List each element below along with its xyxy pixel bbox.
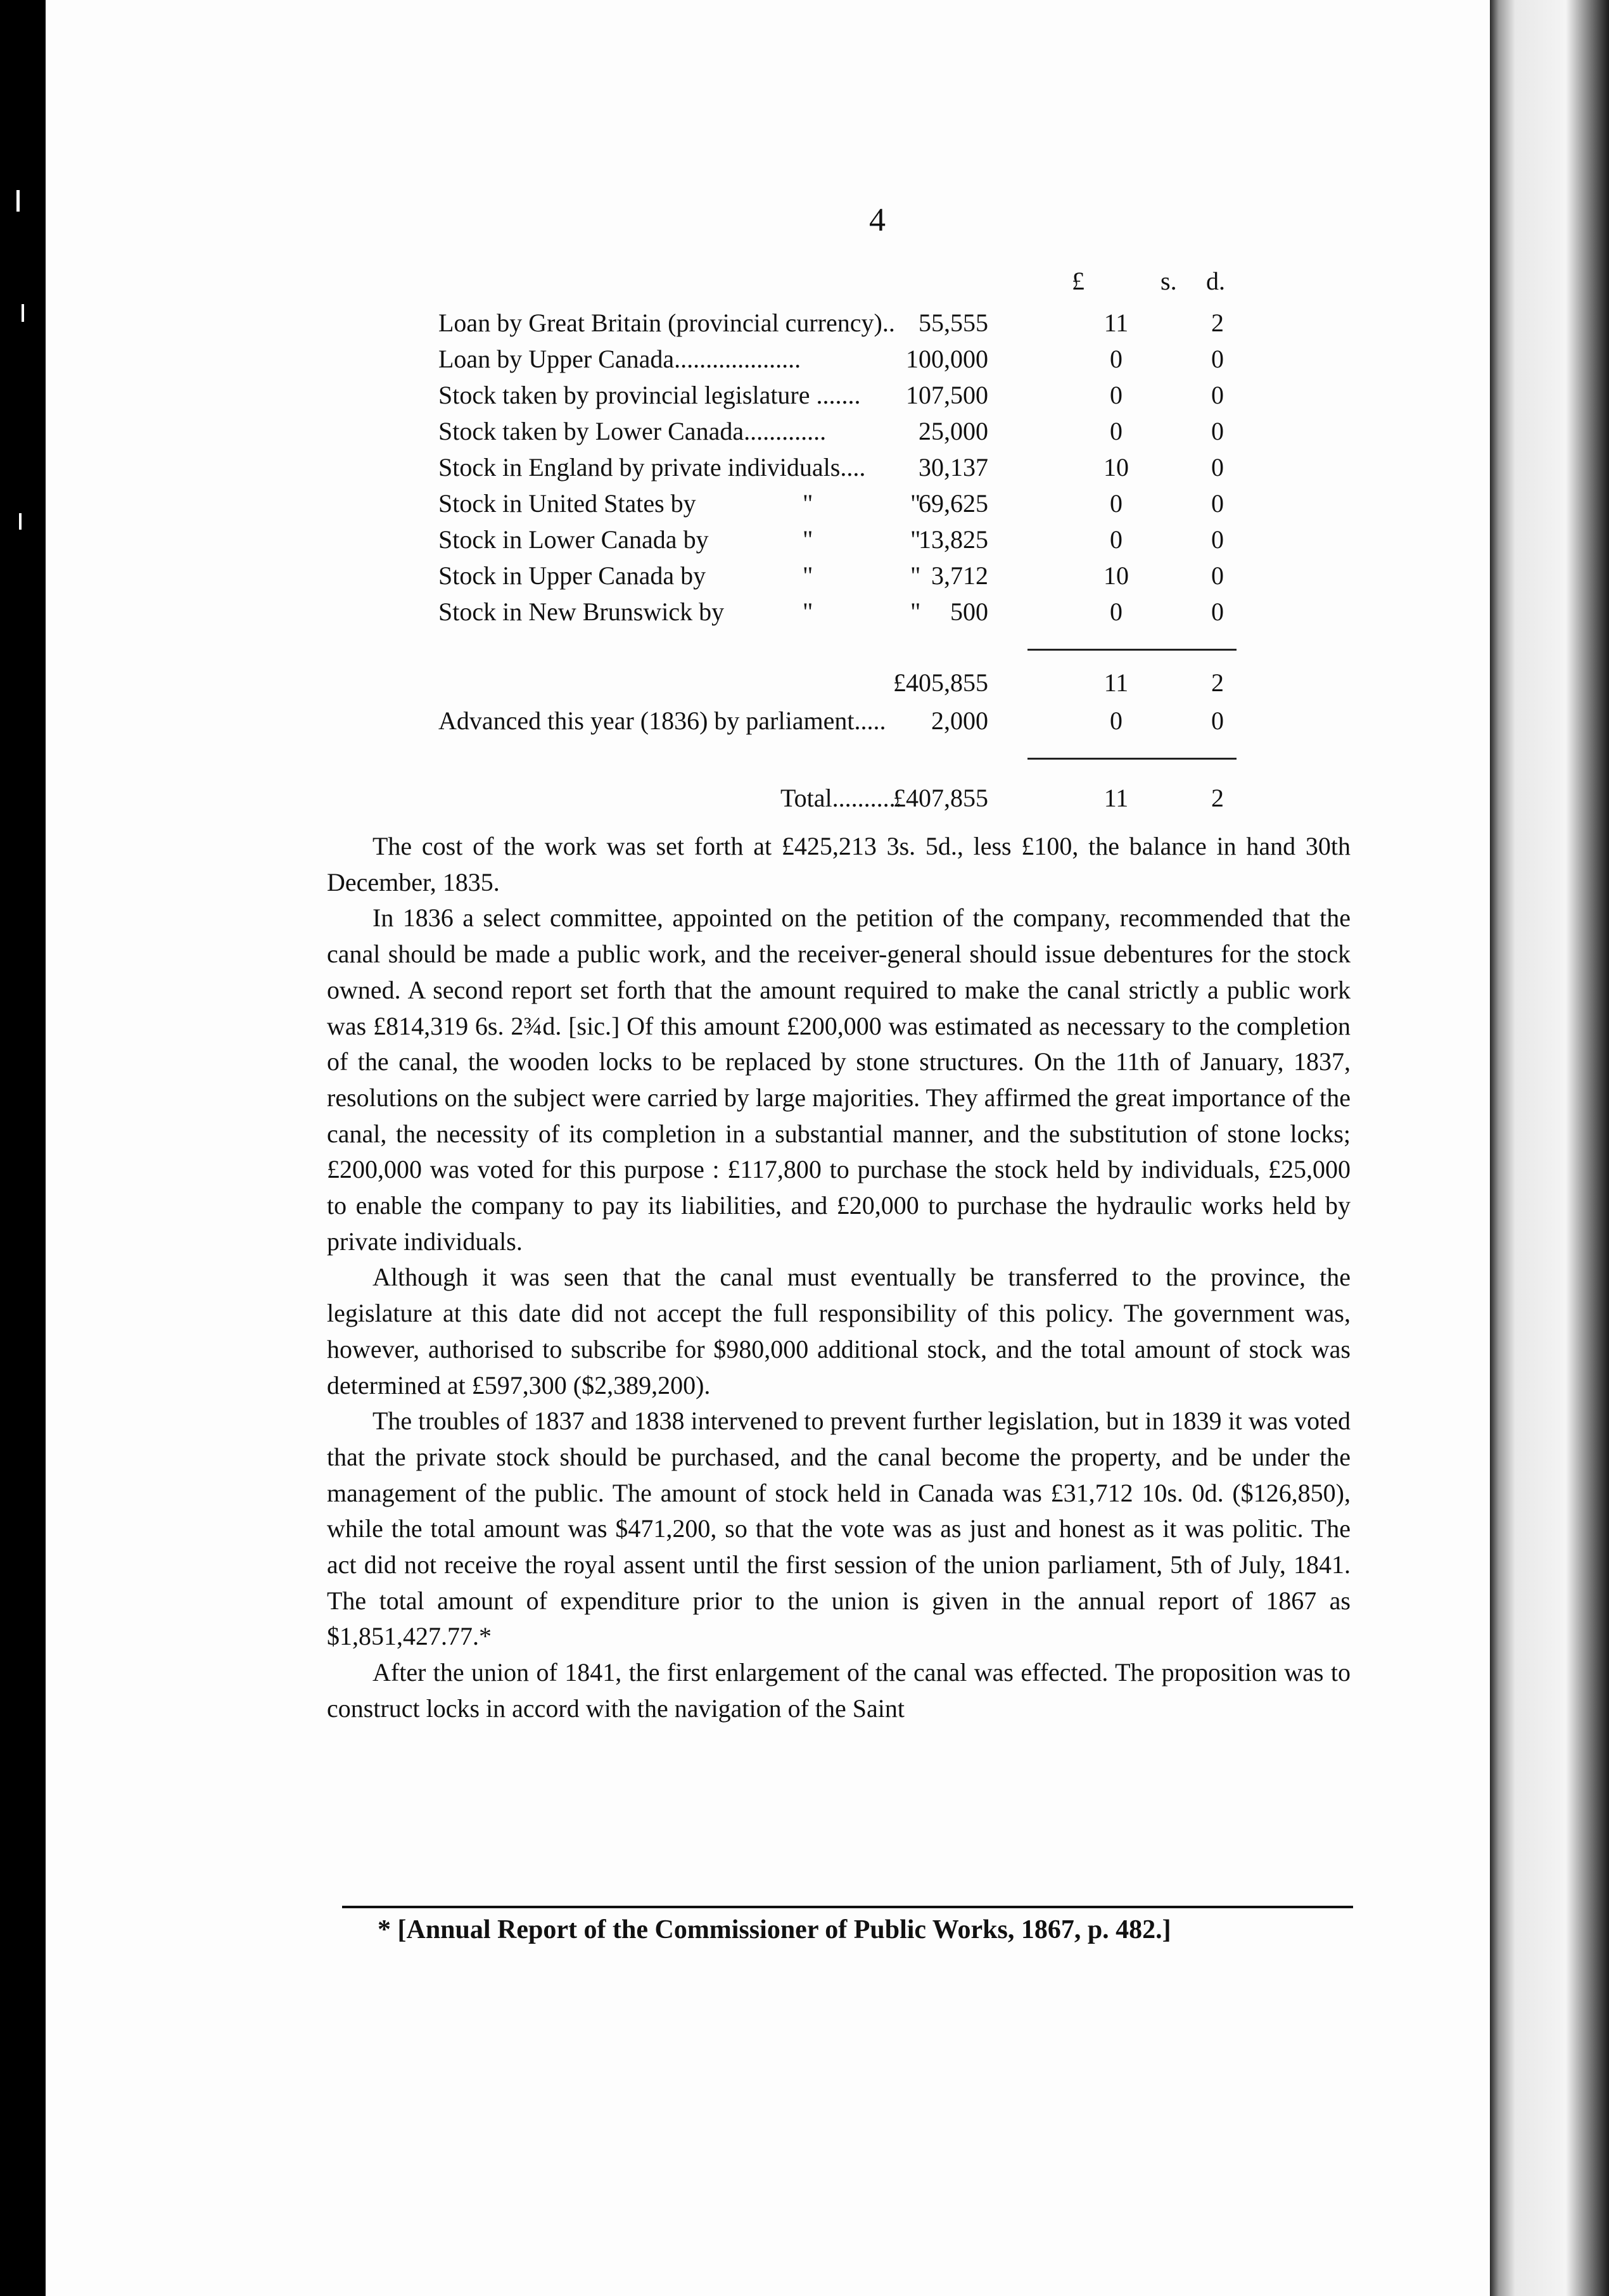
row-pence: 0: [1211, 345, 1224, 373]
ditto-mark: ": [803, 525, 813, 554]
row-label: Stock taken by Lower Canada.............: [438, 417, 827, 445]
row-shillings: 0: [1110, 345, 1122, 373]
footnote: * [Annual Report of the Commissioner of Public Works, 1867, p. 482.]: [378, 1915, 1171, 1944]
row-pence: 0: [1211, 525, 1224, 554]
row-shillings: 11: [1103, 309, 1129, 337]
advanced-shillings: 0: [1110, 706, 1122, 735]
subtotal-row: [438, 665, 1237, 701]
ditto-mark: ": [803, 489, 813, 518]
total-rule: [1027, 758, 1237, 760]
ledger-row: [438, 594, 1237, 630]
scan-speck: [22, 304, 24, 322]
ledger-row: [438, 558, 1237, 594]
row-label: Loan by Upper Canada....................: [438, 345, 801, 373]
row-label: Stock in Upper Canada by: [438, 561, 706, 590]
ledger-row: [438, 414, 1237, 449]
total-pounds: £407,855: [893, 784, 988, 812]
ditto-mark: ": [910, 525, 921, 554]
row-shillings: 10: [1103, 453, 1129, 482]
advanced-row: [438, 703, 1237, 739]
shillings-header: s.: [1161, 267, 1177, 295]
ditto-mark: ": [910, 561, 921, 590]
row-pence: 0: [1211, 453, 1224, 482]
ledger-row: [438, 305, 1237, 341]
row-pounds: 100,000: [906, 345, 988, 373]
row-label: Stock taken by provincial legislature .......: [438, 381, 861, 409]
scan-speck: [16, 190, 20, 212]
row-pence: 0: [1211, 417, 1224, 445]
row-pounds: 55,555: [919, 309, 988, 337]
row-label: Stock in Lower Canada by: [438, 525, 709, 554]
row-pence: 2: [1211, 309, 1224, 337]
paragraph: After the union of 1841, the first enlargement of the canal was effected. The proposition was to construct locks in accord with the navigation of the Saint: [327, 1658, 1351, 1723]
total-label: Total...........: [780, 784, 902, 812]
paragraph: The troubles of 1837 and 1838 intervened to prevent further legislation, but in 1839 it was voted that the private stock should be purchased, and the canal become the property, and be under the management of the public. The amount of stock held in Canada was £31,712 10s. 0d. ($126,850), while the total amount was $471,200, so that the vote was as just and honest as it was politic. The act did not receive the royal assent until the first session of the union parliament, 5th of July, 1841. The total amount of expenditure prior to the union is given in the annual report of 1867 as $1,851,427.77.*: [327, 1406, 1351, 1651]
row-pence: 0: [1211, 381, 1224, 409]
row-shillings: 10: [1103, 561, 1129, 590]
row-pounds: 30,137: [919, 453, 988, 482]
row-pounds: 107,500: [906, 381, 988, 409]
subtotal-shillings: 11: [1103, 668, 1129, 697]
page-number: 4: [869, 202, 886, 238]
ditto-mark: ": [803, 597, 813, 626]
total-row: [438, 781, 1237, 816]
sum-rule: [1027, 649, 1237, 651]
ledger-row: [438, 450, 1237, 485]
ditto-mark: ": [910, 489, 921, 518]
row-shillings: 0: [1110, 417, 1122, 445]
ledger-row: [438, 486, 1237, 521]
row-pounds: 3,712: [931, 561, 988, 590]
row-shillings: 0: [1110, 489, 1122, 518]
row-pence: 0: [1211, 489, 1224, 518]
row-shillings: 0: [1110, 597, 1122, 626]
ledger-row: [438, 341, 1237, 377]
paragraph: The cost of the work was set forth at £425,213 3s. 5d., less £100, the balance in hand 30th December, 1835.: [327, 832, 1351, 896]
ditto-mark: ": [803, 561, 813, 590]
advanced-label: Advanced this year (1836) by parliament.....: [438, 706, 886, 735]
body-text: [327, 829, 1351, 1727]
row-pounds: 500: [950, 597, 988, 626]
scan-right-edge: [1490, 0, 1609, 2296]
pence-header: d.: [1206, 267, 1225, 295]
ledger-row: [438, 378, 1237, 413]
subtotal-pounds: £405,855: [893, 668, 988, 697]
paragraph: Although it was seen that the canal must eventually be transferred to the province, the legislature at this date did not accept the full responsibility of this policy. The government was, however, authorised to subscribe for $980,000 additional stock, and the total amount of stock was determined at £597,300 ($2,389,200).: [327, 1263, 1351, 1400]
row-pounds: 69,625: [919, 489, 988, 518]
advanced-pounds: 2,000: [931, 706, 988, 735]
total-pence: 2: [1211, 784, 1224, 812]
footnote-divider: [342, 1906, 1353, 1908]
row-label: Stock in New Brunswick by: [438, 597, 725, 626]
row-pounds: 13,825: [919, 525, 988, 554]
paragraph: In 1836 a select committee, appointed on the petition of the company, recommended that the canal should be made a public work, and the receiver-general should issue debentures for the stock owned. A second report set forth that the amount required to make the canal strictly a public work was £814,319 6s. 2¾d. [sic.] Of this amount £200,000 was estimated as necessary to the completion of the canal, the wooden locks to be replaced by stone structures. On the 11th of January, 1837, resolutions on the subject were carried by large majorities. They affirmed the great importance of the canal, the necessity of its completion in a substantial manner, and the substitution of stone locks; £200,000 was voted for this purpose : £117,800 to purchase the stock held by individuals, £25,000 to enable the company to pay its liabilities, and £20,000 to purchase the hydraulic works held by private individuals.: [327, 903, 1351, 1256]
ditto-mark: ": [910, 597, 921, 626]
row-pence: 0: [1211, 597, 1224, 626]
row-label: Stock in United States by: [438, 489, 696, 518]
scan-speck: [19, 513, 22, 530]
row-shillings: 0: [1110, 381, 1122, 409]
subtotal-pence: 2: [1211, 668, 1224, 697]
pounds-header: £: [1072, 267, 1084, 295]
row-shillings: 0: [1110, 525, 1122, 554]
total-shillings: 11: [1103, 784, 1129, 812]
advanced-pence: 0: [1211, 706, 1224, 735]
row-label: Loan by Great Britain (provincial currency)..: [438, 309, 895, 337]
row-pence: 0: [1211, 561, 1224, 590]
ledger-row: [438, 522, 1237, 558]
row-pounds: 25,000: [919, 417, 988, 445]
row-label: Stock in England by private individuals....: [438, 453, 866, 482]
